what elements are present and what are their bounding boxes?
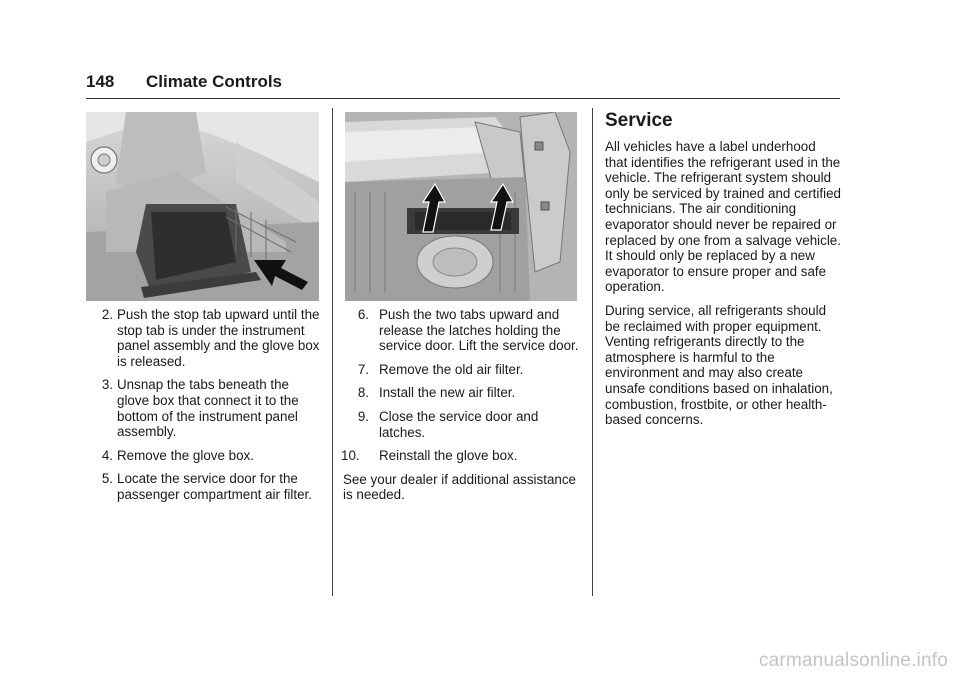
step-item [93, 471, 323, 502]
step-text: Unsnap the tabs beneath the glove box that connect it to the bottom of the instrument panel assembly. [117, 377, 299, 440]
step-text: Install the new air filter. [379, 385, 516, 401]
column-divider [592, 108, 593, 596]
step-number: 10. [341, 448, 360, 464]
service-heading: Service [605, 110, 673, 131]
page-number: 148 [86, 72, 115, 91]
step-number: 2. [101, 307, 113, 322]
step-text: Locate the service door for the passenger compartment air filter. [117, 471, 312, 502]
dealer-note: See your dealer if additional assistance is needed. [343, 471, 576, 503]
service-body [605, 139, 841, 436]
step-item [93, 377, 323, 439]
service-paragraph: All vehicles have a label underhood that identifies the refrigerant used in the vehicle. The refrigerant system should only be serviced by trained and certified technicians. The air conditioning evaporator should never be repaired or replaced by one from a salvage vehicle. It should only be replaced by a new evaporator to ensure proper and safe operation. [605, 139, 841, 295]
step-text: Close the service door and latches. [379, 408, 539, 440]
step-item [93, 448, 323, 464]
step-text: Push the stop tab upward until the stop tab is under the instrument panel assembly and the glove box is released. [117, 307, 320, 369]
step-number: 4. [101, 447, 113, 463]
step-number: 8. [357, 385, 369, 401]
step-number: 6. [357, 307, 369, 322]
service-paragraph: During service, all refrigerants should be reclaimed with proper equipment. Venting refrigerants directly to the atmosphere is harmful to the environment and may also create unsafe conditions based on inhalation, combustion, frostbite, or other health-based concerns. [605, 302, 833, 428]
step-item [341, 448, 579, 464]
steps-column-1 [93, 307, 323, 511]
step-text: Remove the old air filter. [379, 361, 524, 377]
page-header [86, 72, 840, 99]
step-number: 7. [357, 361, 369, 377]
glove-box-illustration [86, 112, 319, 301]
step-item [345, 362, 579, 378]
service-door-illustration [345, 112, 577, 301]
step-text: Push the two tabs upward and release the latches holding the service door. Lift the service door. [379, 307, 579, 354]
steps-column-2 [341, 307, 579, 511]
step-item [345, 409, 579, 440]
step-text: Reinstall the glove box. [379, 448, 518, 464]
column-divider [332, 108, 333, 596]
section-title: Climate Controls [146, 72, 283, 91]
step-item [345, 307, 579, 354]
step-item [345, 385, 579, 401]
step-text: Remove the glove box. [117, 447, 254, 463]
step-number: 9. [357, 408, 369, 424]
step-number: 5. [101, 471, 113, 487]
step-number: 3. [101, 377, 113, 393]
step-item [93, 307, 323, 369]
watermark: carmanualsonline.info [758, 650, 948, 671]
